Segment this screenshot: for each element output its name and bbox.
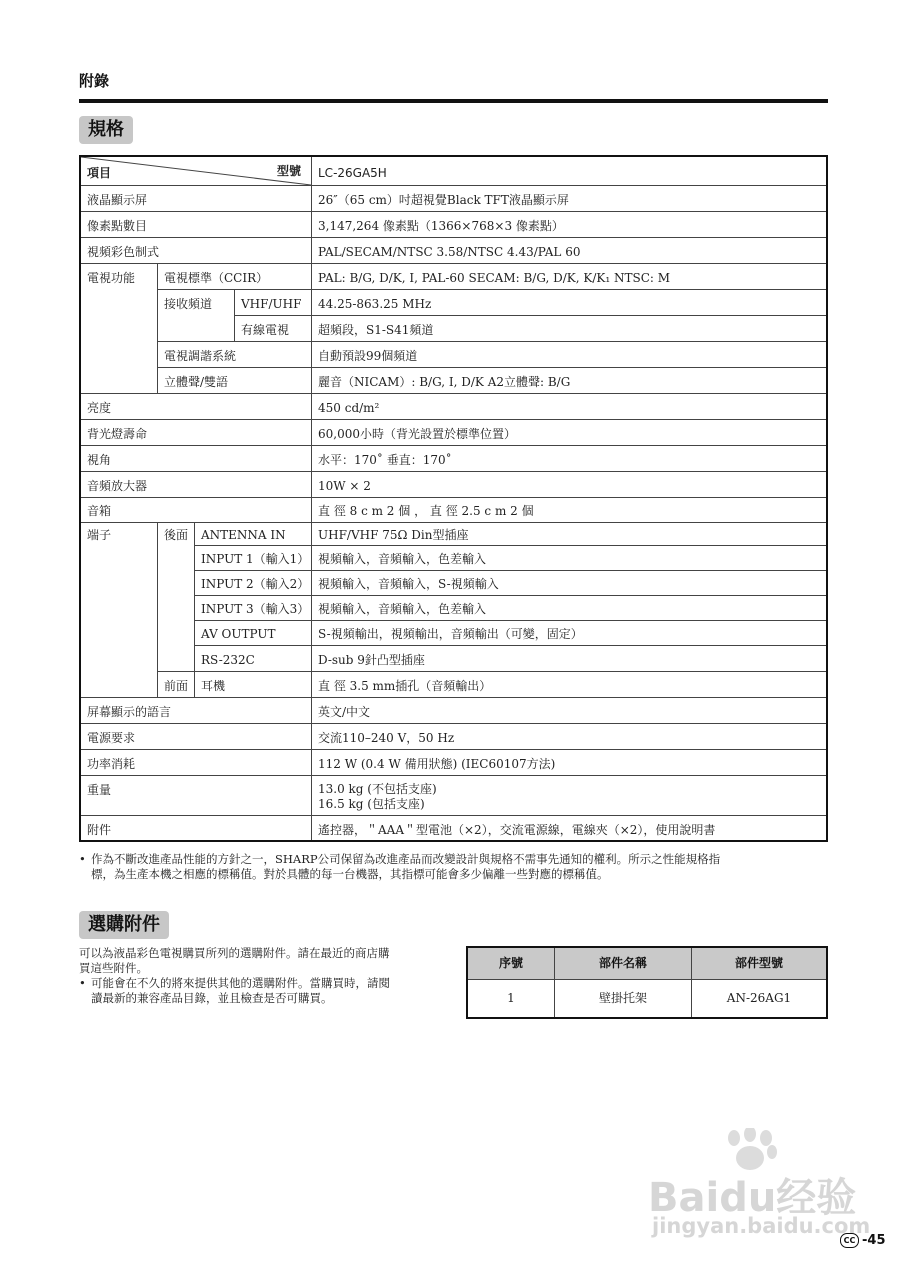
row-value-pixels: 3,147,264 像素點（1366×768×3 像素點） xyxy=(318,219,564,233)
row-value-osd: 英文/中文 xyxy=(318,705,371,719)
acc-col-model: 部件型號 xyxy=(692,948,826,979)
row-label-stereo: 立體聲/雙語 xyxy=(164,375,229,389)
row-value-avout: S-視頻輸出，視頻輸出，音頻輸出（可變，固定） xyxy=(318,627,583,641)
spec-table xyxy=(79,155,828,842)
row-label-brightness: 亮度 xyxy=(87,401,112,415)
row-label-antenna: ANTENNA IN xyxy=(201,528,286,542)
row-label-weight: 重量 xyxy=(87,783,112,797)
spec-note-line1: 作為不斷改進產品性能的方針之一，SHARP公司保留為改進產品而改變設計與規格不需事先通知的權利。所示之性能規格指 xyxy=(91,852,721,866)
row-label-backlight: 背光燈壽命 xyxy=(87,427,148,441)
row-value-speaker: 直 徑 8 c m 2 個 ， 直 徑 2.5 c m 2 個 xyxy=(318,504,534,518)
row-value-amp: 10W × 2 xyxy=(318,479,371,493)
row-label-angle: 視角 xyxy=(87,453,112,467)
row-label-consumption: 功率消耗 xyxy=(87,757,136,771)
row-label-pixels: 像素點數目 xyxy=(87,219,148,233)
model-value: LC-26GA5H xyxy=(318,166,387,180)
row-value-cable: 超頻段，S1-S41頻道 xyxy=(318,323,434,337)
row-value-input2: 視頻輸入，音頻輸入，S-視頻輸入 xyxy=(318,577,499,591)
row-label-tuning: 電視調諧系統 xyxy=(164,349,237,363)
row-value-weight-1: 13.0 kg (不包括支座) xyxy=(318,782,437,796)
optional-intro-line1: 可以為液晶彩色電視購買所列的選購附件。請在最近的商店購 xyxy=(79,946,390,960)
row-value-consumption: 112 W (0.4 W 備用狀態) (IEC60107方法) xyxy=(318,757,556,771)
acc-cell-name: 壁掛托架 xyxy=(598,991,647,1005)
optional-title: 選購附件 xyxy=(79,911,169,939)
watermark-url: jingyan.baidu.com xyxy=(652,1214,871,1238)
row-value-lcd: 26″（65 cm）吋超視覺Black TFT液晶顯示屏 xyxy=(318,193,569,207)
row-label-osd: 屏幕顯示的語言 xyxy=(87,705,172,719)
row-label-rear: 後面 xyxy=(164,528,189,542)
row-label-front: 前面 xyxy=(164,679,189,693)
optional-intro-line2: 買這些附件。 xyxy=(79,961,148,975)
row-label-avout: AV OUTPUT xyxy=(201,627,276,641)
row-value-earphone: 直 徑 3.5 mm插孔（音頻輸出） xyxy=(318,679,492,693)
optional-bullet-mark: • xyxy=(79,976,86,990)
row-label-amp: 音頻放大器 xyxy=(87,479,148,493)
row-value-tv-standard: PAL: B/G, D/K, I, PAL-60 SECAM: B/G, D/K, K/K₁ NTSC: M xyxy=(318,271,671,285)
row-value-input1: 視頻輸入，音頻輸入，色差輸入 xyxy=(318,552,487,566)
row-label-tv-standard: 電視標準（CCIR） xyxy=(164,271,269,285)
optional-bullet-line1: 可能會在不久的將來提供其他的選購附件。當購買時，請閱 xyxy=(91,976,390,990)
page-number xyxy=(840,1233,886,1248)
row-value-antenna: UHF/VHF 75Ω Din型插座 xyxy=(318,528,469,542)
row-value-input3: 視頻輸入，音頻輸入，色差輸入 xyxy=(318,602,487,616)
row-value-brightness: 450 cd/m² xyxy=(318,401,380,415)
page-number-text: -45 xyxy=(862,1233,886,1248)
spec-note-bullet: • xyxy=(79,852,86,866)
row-label-power: 電源要求 xyxy=(87,731,136,745)
row-label-vhf: VHF/UHF xyxy=(241,297,302,311)
row-label-tv-function: 電視功能 xyxy=(87,271,136,285)
col-item-label: 項目 xyxy=(87,166,112,180)
row-value-accessories: 遙控器，＂AAA＂型電池（×2），交流電源線，電線夾（×2），使用說明書 xyxy=(318,823,716,837)
col-model-label: 型號 xyxy=(277,164,302,178)
acc-cell-model: AN-26AG1 xyxy=(726,991,792,1005)
row-label-color: 視頻彩色制式 xyxy=(87,245,160,259)
row-label-lcd: 液晶顯示屏 xyxy=(87,193,148,207)
row-label-rs232: RS-232C xyxy=(201,653,255,667)
row-value-rs232: D-sub 9針凸型插座 xyxy=(318,653,425,667)
row-label-accessories: 附件 xyxy=(87,823,112,837)
acc-col-no: 序號 xyxy=(468,948,554,979)
header-diagonal xyxy=(81,157,311,185)
acc-cell-no: 1 xyxy=(507,991,515,1005)
row-label-receive: 接收頻道 xyxy=(164,297,213,311)
row-value-angle: 水平：170˚ 垂直：170˚ xyxy=(318,453,452,467)
row-label-cable: 有線電視 xyxy=(241,323,290,337)
header-rule xyxy=(79,99,828,103)
row-label-speaker: 音箱 xyxy=(87,504,112,518)
row-value-vhf: 44.25-863.25 MHz xyxy=(318,297,432,311)
specs-title: 規格 xyxy=(79,116,133,144)
row-value-power: 交流110–240 V，50 Hz xyxy=(318,731,455,745)
row-value-tuning: 自動預設99個頻道 xyxy=(318,349,418,363)
watermark-brand: Baidu经验 xyxy=(648,1175,857,1221)
row-label-input3: INPUT 3（輸入3） xyxy=(201,602,310,616)
row-value-stereo: 麗音（NICAM）: B/G, I, D/K A2立體聲: B/G xyxy=(318,375,571,389)
language-badge: CC xyxy=(840,1233,859,1248)
section-header: 附錄 xyxy=(79,72,110,90)
spec-note-line2: 標，為生產本機之相應的標稱值。對於具體的每一台機器，其指標可能會多少偏離一些對應的標稱值。 xyxy=(91,867,609,881)
acc-col-name: 部件名稱 xyxy=(555,948,691,979)
row-label-terminals: 端子 xyxy=(87,528,112,542)
optional-bullet-line2: 讀最新的兼容產品目錄，並且檢查是否可購買。 xyxy=(91,991,333,1005)
row-label-input2: INPUT 2（輸入2） xyxy=(201,577,310,591)
row-value-color: PAL/SECAM/NTSC 3.58/NTSC 4.43/PAL 60 xyxy=(318,245,581,259)
row-label-input1: INPUT 1（輸入1） xyxy=(201,552,310,566)
row-label-earphone: 耳機 xyxy=(201,679,226,693)
row-value-backlight: 60,000小時（背光設置於標準位置） xyxy=(318,427,516,441)
accessory-table xyxy=(466,946,828,1019)
row-value-weight-2: 16.5 kg (包括支座) xyxy=(318,797,425,811)
